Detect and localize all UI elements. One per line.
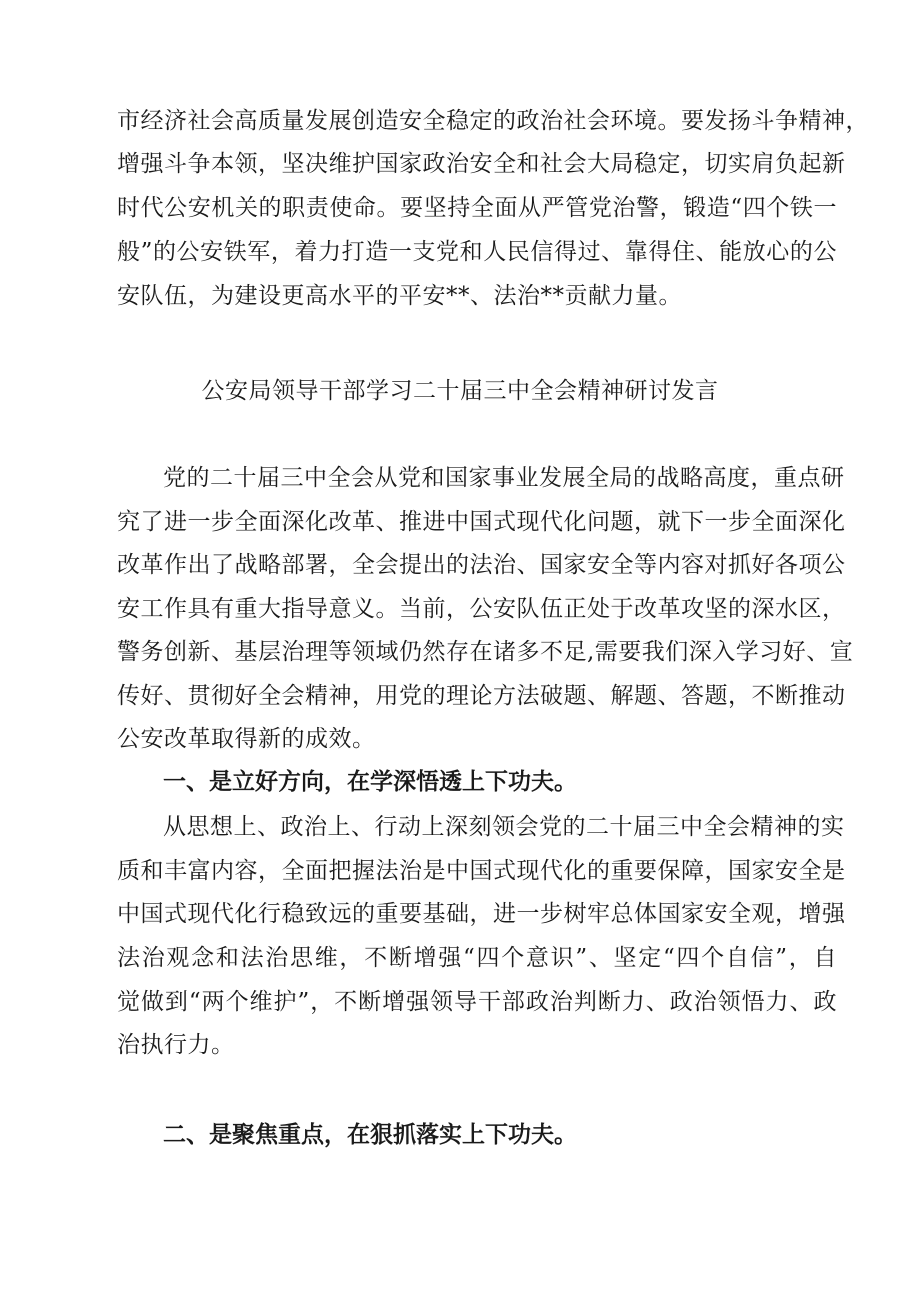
text-line: 党的二十届三中全会从党和国家事业发展全局的战略高度，重点研 xyxy=(163,465,845,491)
text-line: 治执行力。 xyxy=(117,1032,235,1058)
text-line: 质和丰富内容，全面把握法治是中国式现代化的重要保障，国家安全是 xyxy=(117,858,846,884)
text-line: 时代公安机关的职责使命。要坚持全面从严管党治警，锻造“四个铁一 xyxy=(117,195,837,221)
text-line: 安队伍，为建设更高水平的平安**、法治**贡献力量。 xyxy=(117,283,682,309)
text-line: 公安改革取得新的成效。 xyxy=(117,726,376,752)
text-line: 安工作具有重大指导意义。当前，公安队伍正处于改革攻坚的深水区， xyxy=(117,596,846,622)
text-line: 增强斗争本领，坚决维护国家政治安全和社会大局稳定，切实肩负起新 xyxy=(117,151,846,177)
text-line: 觉做到“两个维护”，不断增强领导干部政治判断力、政治领悟力、政 xyxy=(117,989,837,1015)
text-line: 般”的公安铁军，着力打造一支党和人民信得过、靠得住、能放心的公 xyxy=(117,239,837,265)
text-line: 法治观念和法治思维，不断增强“四个意识”、坚定“四个自信”，自 xyxy=(117,945,837,971)
article-title: 公安局领导干部学习二十届三中全会精神研讨发言 xyxy=(201,378,719,404)
section-heading-2: 二、是聚焦重点，在狠抓落实上下功夫。 xyxy=(163,1122,577,1148)
text-line: 市经济社会高质量发展创造安全稳定的政治社会环境。要发扬斗争精神， xyxy=(117,108,869,134)
text-line: 究了进一步全面深化改革、推进中国式现代化问题，就下一步全面深化 xyxy=(117,509,846,535)
text-line: 传好、贯彻好全会精神，用党的理论方法破题、解题、答题，不断推动 xyxy=(117,683,846,709)
text-line: 警务创新、基层治理等领域仍然存在诸多不足,需要我们深入学习好、宣 xyxy=(117,639,854,665)
text-line: 改革作出了战略部署，全会提出的法治、国家安全等内容对抓好各项公 xyxy=(117,552,846,578)
section-heading-1: 一、是立好方向，在学深悟透上下功夫。 xyxy=(163,769,577,795)
text-line: 中国式现代化行稳致远的重要基础，进一步树牢总体国家安全观，增强 xyxy=(117,901,846,927)
text-line: 从思想上、政治上、行动上深刻领会党的二十届三中全会精神的实 xyxy=(163,814,845,840)
